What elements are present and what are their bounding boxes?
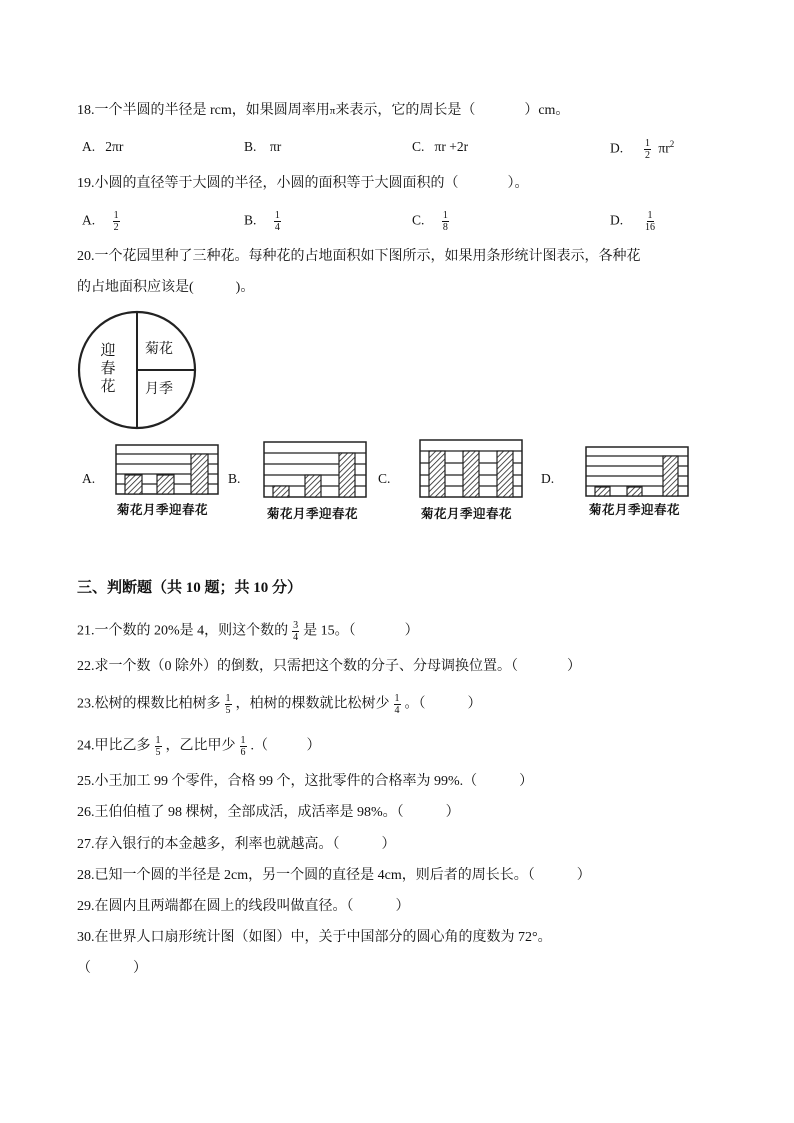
answer-blank[interactable] [518, 659, 567, 674]
option-value: πr [269, 139, 282, 154]
bar-chart-c[interactable] [419, 439, 523, 499]
fraction: $\frac{1}{2}$ [645, 137, 650, 161]
option-value: 2πr [105, 139, 124, 154]
bar-chart-c-label: 菊花月季迎春花 [421, 507, 513, 521]
question-27: 27.存入银行的本金越多，利率也就越高。（ ） [77, 837, 396, 852]
answer-blank [194, 280, 236, 295]
q20-option-c-letter[interactable]: C. [378, 471, 391, 486]
q20-option-d-letter[interactable]: D. [541, 471, 555, 486]
option-letter: B. [244, 139, 257, 154]
question-24: 24.甲比乙多 $\frac{1}{5}$ ，乙比甲少 $\frac{1}{6}$ .（ ） [77, 735, 321, 758]
q18-text: 18.一个半圆的半径是 rcm，如果圆周率用 [77, 103, 330, 118]
question-29: 29.在圆内且两端都在圆上的线段叫做直径。（ ） [77, 899, 410, 914]
q19-option-d[interactable] [610, 210, 660, 233]
fraction: $\frac{1}{5}$ [155, 735, 161, 758]
superscript: 2 [669, 139, 675, 149]
option-letter: D. [610, 140, 624, 156]
question-23: 23.松树的棵数比柏树多 $\frac{1}{5}$ ，柏树的棵数就比松树少 $\frac{1}{4}$ 。（ ） [77, 693, 482, 716]
bar-juhua [429, 451, 445, 497]
q19-option-a[interactable] [82, 210, 124, 233]
answer-blank[interactable] [91, 961, 133, 976]
question-18 [77, 101, 569, 121]
q20-text: 的占地面积应该是( [77, 280, 194, 295]
question-28: 28.已知一个圆的半径是 2cm，另一个圆的直径是 4cm，则后者的周长长。（ ） [77, 868, 591, 883]
bar-yingchunhua [663, 456, 678, 496]
bar-chart-b-label: 菊花月季迎春花 [267, 507, 359, 521]
answer-blank[interactable] [477, 774, 519, 789]
question-25: 25.小王加工 99 个零件，合格 99 个，这批零件的合格率为 99%.（ ） [77, 774, 534, 789]
answer-blank[interactable] [426, 697, 468, 712]
q20-option-a-letter[interactable]: A. [82, 471, 96, 486]
fraction: $\frac{1}{5}$ [225, 693, 231, 716]
answer-blank [475, 103, 524, 118]
option-value: πr [658, 140, 670, 156]
pie-label-yingchunhua: 迎 春 花 [100, 343, 116, 395]
bar-yueji [305, 475, 321, 497]
question-21: 21.一个数的 20%是 4，则这个数的 $\frac{3}{4}$ 是 15。（ ） [77, 620, 419, 643]
fraction: $\frac{1}{4}$ [394, 693, 400, 716]
bar-yingchunhua [339, 453, 355, 497]
bar-yingchunhua [191, 454, 208, 494]
answer-blank [459, 176, 508, 191]
question-26: 26.王伯伯植了 98 棵树，全部成活，成活率是 98%。（ ） [77, 805, 460, 820]
bar-juhua [273, 486, 289, 497]
question-22: 22.求一个数（0 除外）的倒数，只需把这个数的分子、分母调换位置。（ ） [77, 659, 581, 674]
q18-option-b[interactable] [244, 137, 281, 157]
fraction: $\frac{1}{8}$ [442, 210, 448, 233]
answer-blank[interactable] [404, 805, 446, 820]
bar-chart-d[interactable] [585, 446, 689, 498]
answer-blank[interactable] [356, 624, 405, 639]
q18-text-c: ）cm。 [524, 103, 570, 118]
bar-chart-b[interactable] [263, 441, 367, 499]
bar-chart-a[interactable] [115, 444, 219, 496]
q19-option-c[interactable] [412, 210, 453, 233]
option-letter: C. [412, 139, 425, 154]
q20-option-b-letter[interactable]: B. [228, 471, 241, 486]
question-20-line1: 20.一个花园里种了三种花。每种花的占地面积如下图所示，如果用条形统计图表示，各种花 [77, 249, 641, 264]
option-value: πr +2r [434, 139, 469, 154]
bar-chart-d-label: 菊花月季迎春花 [589, 503, 681, 517]
option-letter: C. [412, 212, 425, 228]
question-30: 30.在世界人口扇形统计图（如图）中，关于中国部分的圆心角的度数为 72°。 [77, 930, 552, 945]
question-30-answer: （ ） [77, 961, 147, 976]
question-20-line2 [77, 278, 254, 298]
pie-label-juhua: 菊花 [145, 342, 173, 357]
pie-chart [75, 308, 200, 433]
pi-symbol: π [329, 105, 336, 117]
fraction: $\frac{1}{16}$ [645, 210, 655, 233]
bar-yueji [627, 487, 642, 496]
q19-option-b[interactable] [244, 210, 285, 233]
fraction: $\frac{1}{6}$ [240, 735, 246, 758]
option-letter: A. [82, 139, 96, 154]
q20-text-b: )。 [235, 280, 255, 295]
q18-text-b: 来表示，它的周长是（ [335, 103, 476, 118]
bar-juhua [125, 475, 142, 494]
pie-label-yueji: 月季 [145, 382, 173, 397]
q19-text-b: ）。 [507, 176, 529, 191]
section-title: 三、判断题（共 10 题；共 10 分） [77, 580, 303, 596]
option-letter: A. [82, 212, 96, 228]
answer-blank[interactable] [535, 868, 577, 883]
bar-juhua [595, 487, 610, 496]
bar-chart-a-label: 菊花月季迎春花 [117, 503, 209, 517]
q19-text: 19.小圆的直径等于大圆的半径，小圆的面积等于大圆面积的（ [77, 176, 459, 191]
question-19 [77, 174, 529, 194]
fraction: $\frac{3}{4}$ [293, 620, 299, 643]
fraction: $\frac{1}{2}$ [113, 210, 119, 233]
option-letter: D. [610, 212, 624, 228]
bar-yueji [463, 451, 479, 497]
q18-option-d[interactable] [610, 134, 674, 161]
q18-option-c[interactable] [412, 137, 468, 157]
bar-yueji [157, 475, 174, 494]
answer-blank[interactable] [340, 837, 382, 852]
q18-option-a[interactable] [82, 137, 123, 157]
bar-yingchunhua [497, 451, 513, 497]
answer-blank[interactable] [354, 899, 396, 914]
fraction: $\frac{1}{4}$ [274, 210, 280, 233]
answer-blank[interactable] [268, 739, 307, 754]
option-letter: B. [244, 212, 257, 228]
